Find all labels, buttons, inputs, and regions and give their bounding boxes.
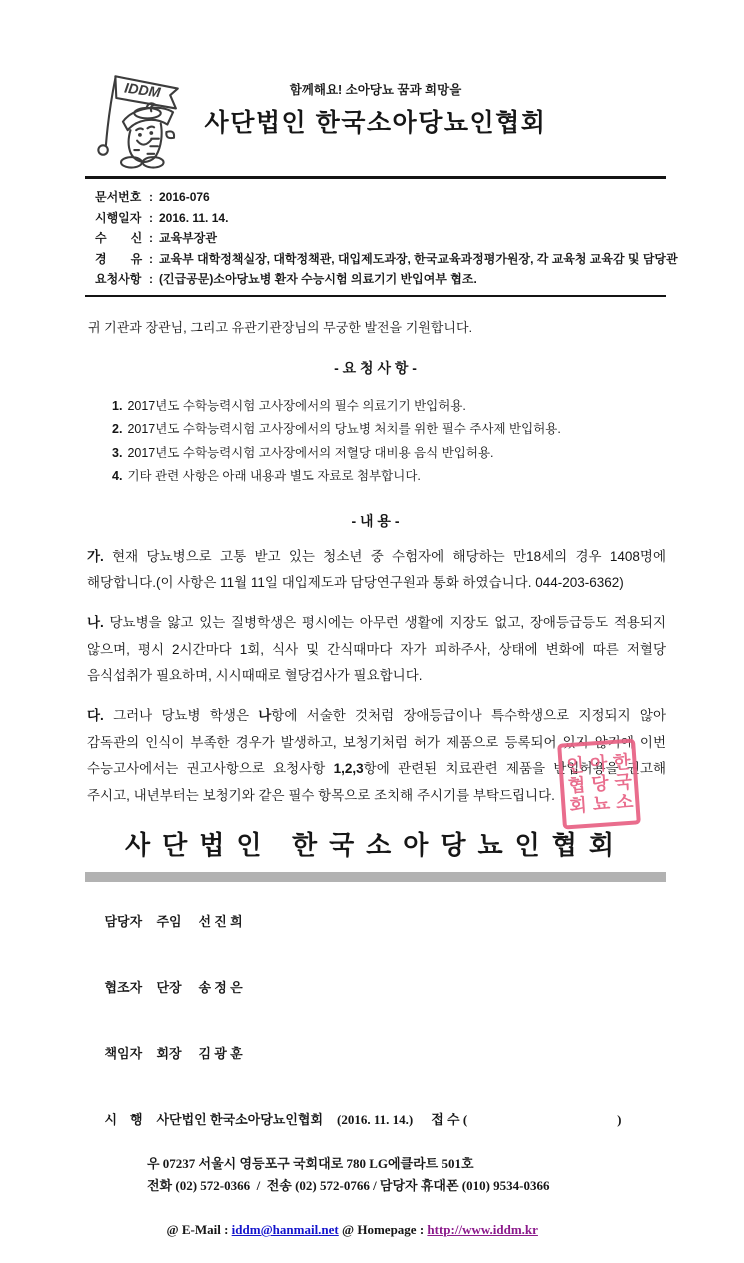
colon: :: [149, 231, 153, 245]
issue-org: 사단법인 한국소아당뇨인협회: [156, 1112, 324, 1127]
doc-recipient-row: [95, 228, 666, 249]
paragraph-marker: 나.: [87, 615, 104, 630]
colon: :: [149, 190, 153, 204]
address-row: 우 07237 서울시 영등포구 국회대로 780 LG에클라트 501호: [147, 1156, 474, 1171]
contact-title: 단장: [156, 980, 182, 995]
seal-column: 인협회: [563, 755, 588, 817]
colon: :: [149, 210, 153, 225]
issue-row: [85, 1087, 666, 1153]
carrot-mascot-logo: [87, 62, 191, 170]
doc-request-label: 요청사항: [95, 272, 142, 286]
doc-date-row: [95, 208, 666, 229]
org-slogan: 함께해요! 소아당뇨 꿈과 희망을: [289, 83, 462, 97]
seal-column: 한국소: [610, 751, 635, 813]
paragraph-marker: 가.: [87, 548, 104, 564]
doc-via-value: 교육부 대학정책실장, 대학정책관, 대입제도과장, 한국교육과정평가원장, 각 교육청 교육감 및 담당관: [159, 251, 678, 266]
letterhead: [85, 62, 666, 179]
receipt-open: 접 수 (: [431, 1112, 468, 1127]
request-item-text: 기타 관련 사항은 아래 내용과 별도 자료로 첨부합니다.: [127, 469, 421, 483]
request-item-number: 2.: [112, 422, 123, 436]
footer-divider-bar: [85, 872, 666, 882]
doc-via-label: 경 유: [95, 251, 143, 266]
issue-label: 시 행: [104, 1112, 143, 1127]
greeting-text: 귀 기관과 장관님, 그리고 유관기관장님의 무궁한 발전을 기원합니다.: [88, 319, 473, 335]
doc-recipient-label: 수 신: [95, 231, 143, 245]
contact-row: [85, 1021, 666, 1087]
contact-row: [85, 889, 666, 955]
contact-role: 담당자: [104, 914, 143, 929]
seal-column: 아당뇨: [586, 753, 612, 815]
doc-number-row: [95, 187, 666, 208]
contact-name: 송 정 은: [198, 980, 243, 995]
paragraph-text: 그러나 당뇨병 학생은: [103, 708, 259, 723]
paragraph-marker: 다.: [87, 708, 104, 723]
paragraph-ga: [85, 544, 666, 597]
request-item-number: 4.: [112, 469, 123, 483]
contact-role: 책임자: [104, 1046, 143, 1061]
doc-number-label: 문서번호: [95, 190, 142, 204]
email-link[interactable]: iddm@hanmail.net: [231, 1222, 339, 1237]
colon: :: [149, 272, 153, 286]
doc-request-value: (긴급공문)소아당뇨병 환자 수능시험 의료기기 반입여부 협조.: [159, 272, 477, 286]
contact-row: [85, 955, 666, 1021]
homepage-link[interactable]: http://www.iddm.kr: [427, 1222, 538, 1237]
phone-row: 전화 (02) 572-0366 / 전송 (02) 572-0766 / 담당자 휴대폰 (010) 9534-0366: [147, 1178, 550, 1193]
content-section-heading: - 내 용 -: [351, 512, 400, 529]
homepage-label: @ Homepage :: [338, 1222, 428, 1237]
paragraph-text: 현재 당뇨병으로 고통 받고 있는 청소년 중 수험자에 해당하는 만18세의 경우 1408명에 해당합니다.(이 사항은 11월 11일 대입제도과 담당연구원과 통화 하였습니다. 044-203-6362): [87, 548, 666, 590]
doc-date-value: 2016. 11. 14.: [159, 210, 229, 225]
paragraph-text: 항에 관련된 치료관련 제품을 반입허용을 권고해 주시고, 내년부터는 보청기와 같은 필수 항목으로 조치해 주시기를 부탁드립니다.: [87, 761, 667, 803]
receipt-close: ): [617, 1112, 622, 1127]
paragraph-na: [85, 610, 666, 690]
paragraph-text: 항에 서술한 것처럼 장애등급이나 특수학생으로 지정되지 않아 감독관의 인식이 부족한 경우가 발생하고, 보청기처럼 허가 제품으로 등록되어 있지 않기에 이번 수능고사에서는 권고사항으로 요청사항: [87, 708, 666, 776]
doc-date-label: 시행일자: [95, 210, 142, 225]
request-item-text: 2017년도 수학능력시험 고사장에서의 당뇨병 처치를 위한 필수 주사제 반입허용.: [127, 422, 561, 436]
doc-number-value: 2016-076: [159, 190, 210, 204]
request-item: [112, 465, 666, 489]
request-item: [112, 418, 666, 442]
paragraph-text: 당뇨병을 앓고 있는 질병학생은 평시에는 아무런 생활에 지장도 없고, 장애등급등도 적용되지 않으며, 평시 2시간마다 1회, 식사 및 간식때마다 자가 피하주사, 상태에 변화에 따른 저혈당 음식섭취가 필요하며, 시시때때로 혈당검사가 필요합니다.: [87, 615, 666, 683]
request-item: [112, 442, 666, 466]
contact-title: 주임: [156, 914, 182, 929]
contact-title: 회장: [156, 1046, 182, 1061]
contact-role: 협조자: [104, 980, 143, 995]
contact-name: 선 진 희: [198, 914, 243, 929]
footer-block: [85, 889, 666, 1263]
org-name-title: 사단법인 한국소아당뇨인협회: [204, 109, 547, 137]
logo-flag-text: IDDM: [123, 80, 162, 102]
request-section-heading: - 요 청 사 항 -: [334, 359, 417, 376]
signature-org-name: 사단법인 한국소아당뇨인협회: [124, 831, 626, 860]
request-item-number: 1.: [112, 398, 123, 413]
email-label: @ E-Mail :: [166, 1222, 232, 1237]
paragraph-bold-ref: 나: [258, 708, 272, 723]
paragraph-bold-items: 1,2,3: [333, 761, 364, 776]
request-item-text: 2017년도 수학능력시험 고사장에서의 저혈당 대비용 음식 반입허용.: [127, 445, 494, 460]
issue-date: (2016. 11. 14.): [337, 1112, 414, 1127]
request-item: [112, 395, 666, 419]
request-item-number: 3.: [112, 445, 123, 460]
email-row: [85, 1197, 666, 1263]
doc-recipient-value: 교육부장관: [159, 231, 217, 245]
contact-name: 김 광 훈: [198, 1046, 243, 1061]
document-info-block: [85, 179, 678, 297]
colon: :: [149, 251, 153, 266]
doc-via-row: [95, 249, 678, 270]
official-seal-stamp: [557, 738, 641, 829]
request-item-text: 2017년도 수학능력시험 고사장에서의 필수 의료기기 반입허용.: [127, 398, 466, 413]
doc-request-row: [95, 269, 666, 290]
request-list: [85, 395, 666, 489]
